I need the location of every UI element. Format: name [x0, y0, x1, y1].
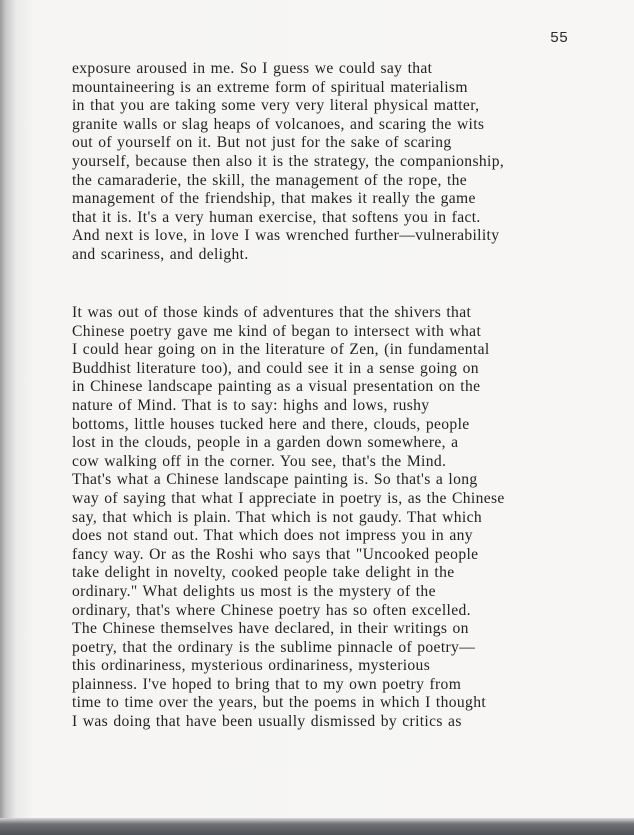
text-line: cow walking off in the corner. You see, that's the Mind.	[72, 452, 447, 470]
text-line: It was out of those kinds of adventures that the shivers that	[72, 304, 472, 321]
text-line: And next is love, in love I was wrenched further—vulnerability	[72, 227, 500, 245]
text-line: this ordinariness, mysterious ordinariness, mysterious	[72, 657, 431, 675]
text-line: way of saying that what I appreciate in poetry is, as the Chinese	[72, 489, 505, 507]
text-line: say, that which is plain. That which is not gaudy. That which	[72, 508, 483, 526]
text-line: the camaraderie, the skill, the management of the rope, the	[72, 171, 468, 189]
page-bottom-edge	[0, 818, 634, 835]
text-line: take delight in novelty, cooked people take delight in the	[72, 564, 455, 582]
text-line: granite walls or slag heaps of volcanoes, and scaring the wits	[72, 115, 485, 133]
text-line: Chinese poetry gave me kind of began to intersect with what	[72, 322, 482, 340]
text-line: Buddhist literature too), and could see it in a sense going on	[72, 359, 479, 377]
paragraph-2	[72, 304, 632, 732]
text-line: bottoms, little houses tucked here and there, clouds, people	[72, 415, 470, 433]
text-line: exposure aroused in me. So I guess we could say that	[72, 60, 433, 77]
text-line: ordinary, that's where Chinese poetry has so often excelled.	[72, 601, 471, 619]
text-line: mountaineering is an extreme form of spiritual materialism	[72, 78, 468, 96]
text-line: nature of Mind. That is to say: highs and lows, rushy	[72, 396, 430, 414]
text-line: ordinary." What delights us most is the mystery of the	[72, 582, 436, 600]
text-line: The Chinese themselves have declared, in their writings on	[72, 620, 469, 638]
text-line: I was doing that have been usually dismissed by critics as	[72, 713, 462, 731]
text-line: does not stand out. That which does not impress you in any	[72, 527, 473, 545]
text-line: in Chinese landscape painting as a visual presentation on the	[72, 378, 481, 396]
text-line: poetry, that the ordinary is the sublime pinnacle of poetry—	[72, 638, 476, 656]
text-line: management of the friendship, that makes it really the game	[72, 190, 476, 208]
text-line: That's what a Chinese landscape painting is. So that's a long	[72, 471, 478, 489]
text-line: plainness. I've hoped to bring that to my own poetry from	[72, 675, 462, 693]
text-line: lost in the clouds, people in a garden down somewhere, a	[72, 434, 459, 452]
page-number: 55	[550, 30, 569, 47]
text-line: out of yourself on it. But not just for the sake of scaring	[72, 134, 452, 152]
text-line: time to time over the years, but the poems in which I thought	[72, 694, 487, 712]
text-line: and scariness, and delight.	[72, 245, 249, 263]
text-line: fancy way. Or as the Roshi who says that "Uncooked people	[72, 545, 479, 563]
text-line: in that you are taking some very very literal physical matter,	[72, 97, 480, 115]
text-line: I could hear going on in the literature of Zen, (in fundamental	[72, 341, 490, 359]
text-line: yourself, because then also it is the strategy, the companionship,	[72, 152, 505, 170]
text-line: that it is. It's a very human exercise, that softens you in fact.	[72, 208, 481, 226]
paragraph-1	[72, 60, 632, 265]
